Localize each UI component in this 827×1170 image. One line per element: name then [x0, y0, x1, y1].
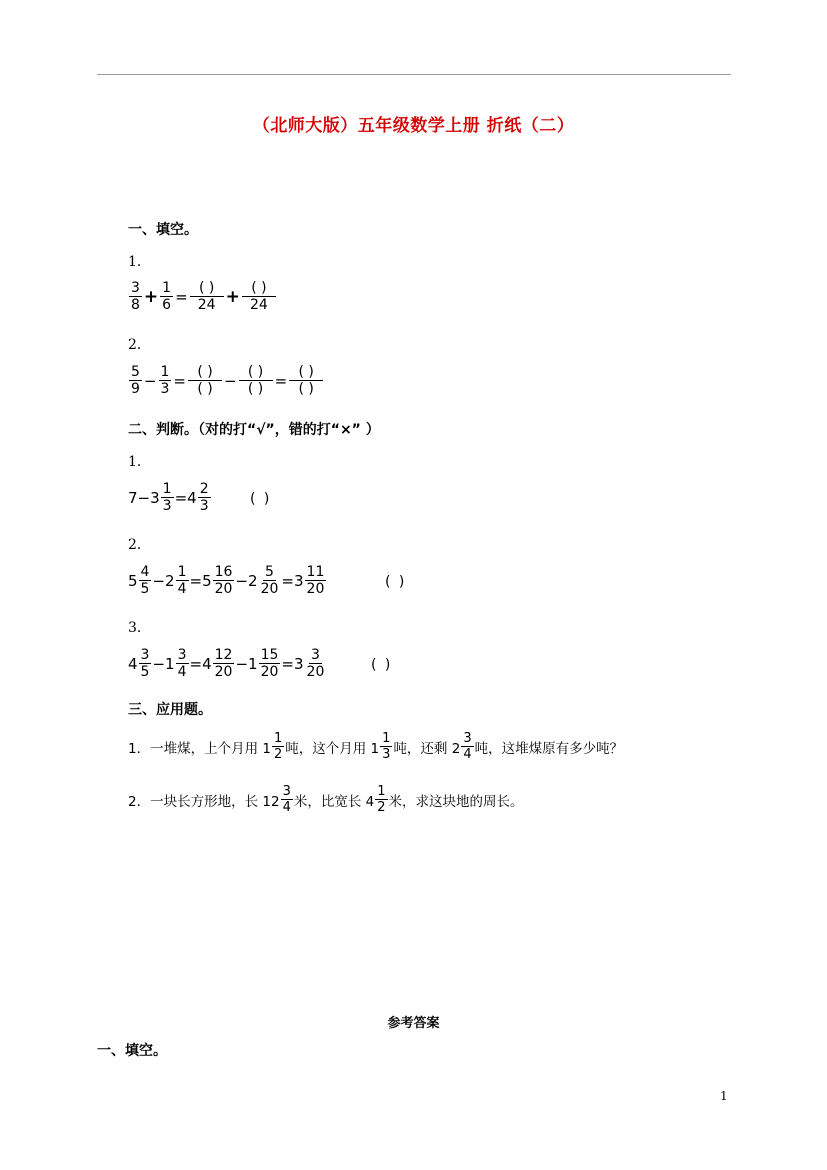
s1-q1-equation: $\frac{3}{8}$ + $\frac{1}{6}$ = $\frac{( )}{24}$ + $\frac{( )}{24}$ — [128, 280, 277, 313]
s2-q3-label: 3． — [128, 620, 151, 636]
fraction-blank[interactable]: $\frac{( )}{( )}$ — [289, 364, 323, 397]
fraction: $\frac{12}{20}$ — [214, 647, 233, 680]
fraction: $\frac{1}{6}$ — [162, 280, 172, 313]
section1-heading: 一、填空。 — [128, 222, 198, 238]
answers-title: 参考答案 — [387, 1016, 440, 1031]
fraction-blank[interactable]: $\frac{( )}{( )}$ — [188, 364, 222, 397]
s2-q1-label: 1． — [128, 454, 151, 470]
s1-q2-equation: $\frac{5}{9}$ − $\frac{1}{3}$ = $\frac{( )}{( )}$ − $\frac{( )}{( )}$ = $\frac{( )}{( )}$ — [128, 364, 324, 397]
fraction: $\frac{1}{3}$ — [162, 481, 172, 514]
fraction: $\frac{3}{20}$ — [306, 647, 325, 680]
fraction: $\frac{3}{5}$ — [140, 647, 150, 680]
section2-heading: 二、判断。（对的打“√”，错的打“×” ） — [128, 422, 380, 438]
answer-blank[interactable]: ( ) — [385, 574, 407, 590]
s1-q1-label: 1． — [128, 254, 151, 270]
s3-q2-text: 2．一块长方形地，长 12 $\frac{3}{4}$ 米，比宽长 4 $\frac{1}{2}$ 米，求这块地的周长。 — [128, 784, 524, 815]
fraction: $\frac{2}{3}$ — [199, 481, 209, 514]
fraction: $\frac{5}{9}$ — [131, 364, 140, 397]
page-number: 1 — [720, 1089, 728, 1103]
answer-blank[interactable]: ( ) — [250, 491, 272, 507]
s1-q2-label: 2． — [128, 337, 151, 353]
fraction: $\frac{1}{3}$ — [382, 731, 391, 762]
s2-q1-equation: 7−3 $\frac{1}{3}$ =4 $\frac{2}{3}$ — [128, 481, 209, 514]
fraction: $\frac{11}{20}$ — [306, 564, 325, 597]
fraction: $\frac{4}{5}$ — [140, 564, 150, 597]
s3-q1-text: 1．一堆煤，上个月用 1 $\frac{1}{2}$ 吨，这个月用 1 $\frac{1}{3}$ 吨，还剩 2 $\frac{3}{4}$ 吨，这堆煤原有多少吨？ — [128, 731, 624, 762]
section3-heading: 三、应用题。 — [128, 702, 212, 718]
fraction: $\frac{5}{20}$ — [260, 564, 279, 597]
answers-section1-heading: 一、填空。 — [97, 1043, 167, 1059]
fraction-blank[interactable]: $\frac{( )}{24}$ — [190, 280, 224, 313]
fraction: $\frac{15}{20}$ — [260, 647, 279, 680]
s2-q3-equation: 4 $\frac{3}{5}$ −1 $\frac{3}{4}$ =4 $\frac{12}{20}$ −1 $\frac{15}{20}$ =3 $\frac{3}{20}$ — [128, 647, 325, 680]
s2-q2-label: 2． — [128, 537, 151, 553]
fraction: $\frac{1}{3}$ — [160, 364, 170, 397]
fraction-blank[interactable]: $\frac{( )}{( )}$ — [239, 364, 273, 397]
answer-blank[interactable]: ( ) — [371, 657, 393, 673]
fraction: $\frac{3}{8}$ — [131, 280, 140, 313]
fraction: $\frac{1}{4}$ — [177, 564, 187, 597]
fraction: $\frac{3}{4}$ — [177, 647, 187, 680]
fraction: $\frac{3}{4}$ — [463, 731, 472, 762]
fraction-blank[interactable]: $\frac{( )}{24}$ — [242, 280, 276, 313]
fraction: $\frac{1}{2}$ — [377, 784, 386, 815]
fraction: $\frac{16}{20}$ — [214, 564, 233, 597]
fraction: $\frac{1}{2}$ — [273, 731, 283, 762]
s2-q2-equation: 5 $\frac{4}{5}$ −2 $\frac{1}{4}$ =5 $\frac{16}{20}$ −2 $\frac{5}{20}$ =3 $\frac{11}{20}$ — [128, 564, 325, 597]
fraction: $\frac{3}{4}$ — [282, 784, 291, 815]
header-rule — [97, 74, 731, 75]
page-title: （北师大版）五年级数学上册 折纸（二） — [252, 116, 575, 136]
